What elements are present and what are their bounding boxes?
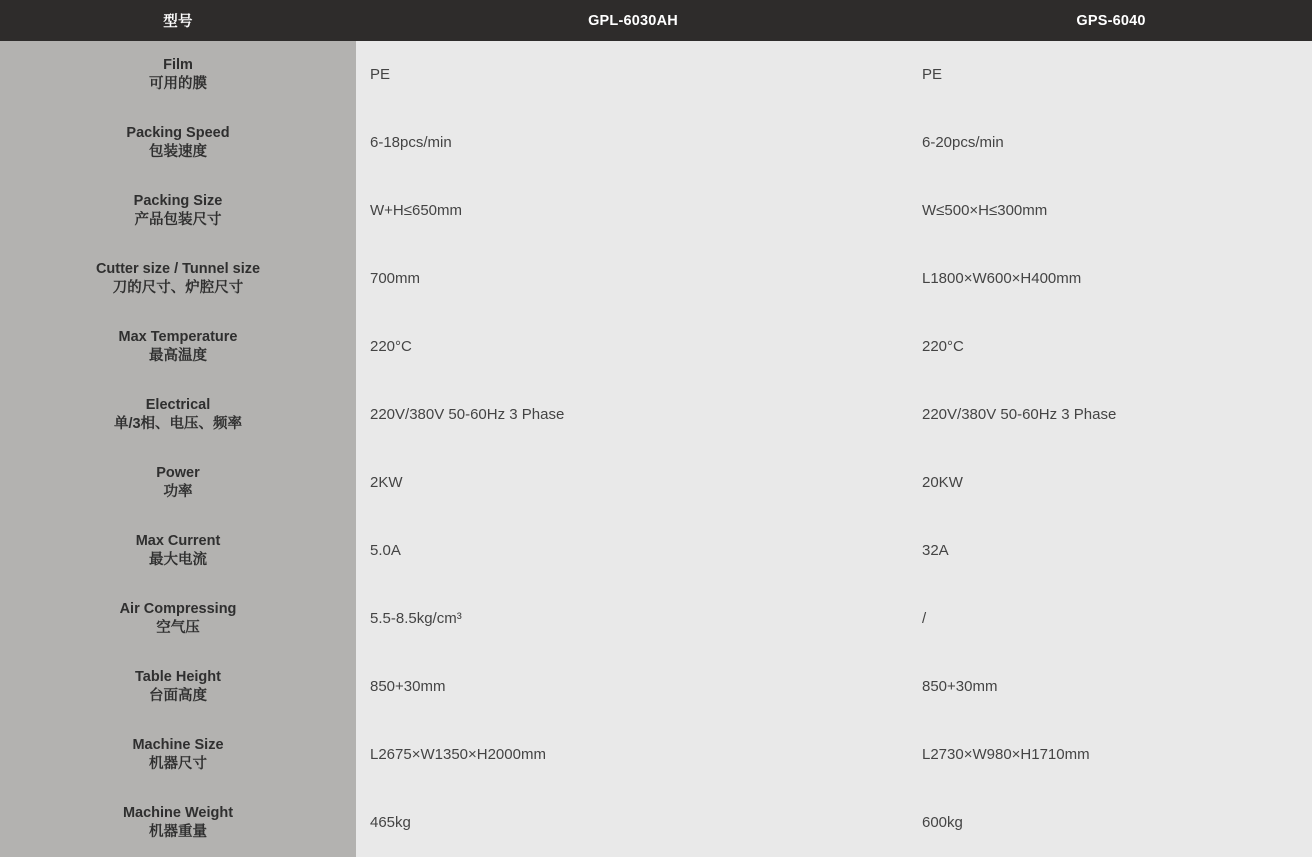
spec-value-model-2: L2730×W980×H1710mm — [910, 721, 1312, 789]
spec-label-cell — [0, 789, 356, 857]
table-row — [0, 381, 1312, 449]
spec-value-model-2: PE — [910, 41, 1312, 109]
table-row — [0, 449, 1312, 517]
spec-label-cell — [0, 449, 356, 517]
spec-label-cn: 机器重量 — [149, 824, 207, 840]
spec-value-model-1: PE — [356, 41, 910, 109]
spec-label-en: Power — [156, 465, 200, 482]
table-row — [0, 585, 1312, 653]
spec-label-cn: 可用的膜 — [149, 76, 207, 92]
table-row — [0, 177, 1312, 245]
spec-label-en: Film — [163, 57, 193, 74]
table-header-row — [0, 0, 1312, 41]
spec-label-cn: 产品包装尺寸 — [134, 212, 222, 228]
spec-label-en: Packing Speed — [126, 125, 230, 142]
spec-value-model-1: 850+30mm — [356, 653, 910, 721]
table-row — [0, 653, 1312, 721]
spec-value-model-2: 220V/380V 50-60Hz 3 Phase — [910, 381, 1312, 449]
spec-label-cell — [0, 381, 356, 449]
spec-label-cn: 最高温度 — [149, 348, 207, 364]
spec-label-cell — [0, 653, 356, 721]
spec-value-model-2: 600kg — [910, 789, 1312, 857]
spec-value-model-2: W≤500×H≤300mm — [910, 177, 1312, 245]
spec-label-cell — [0, 517, 356, 585]
spec-value-model-1: 220V/380V 50-60Hz 3 Phase — [356, 381, 910, 449]
spec-label-cn: 功率 — [163, 484, 193, 500]
spec-label-cn: 台面高度 — [149, 688, 207, 704]
spec-value-model-2: / — [910, 585, 1312, 653]
table-row — [0, 517, 1312, 585]
spec-value-model-2: 20KW — [910, 449, 1312, 517]
spec-value-model-2: 32A — [910, 517, 1312, 585]
spec-label-en: Air Compressing — [119, 601, 237, 618]
column-header-label: 型号 — [0, 0, 356, 41]
spec-label-en: Table Height — [135, 669, 221, 686]
spec-value-model-1: L2675×W1350×H2000mm — [356, 721, 910, 789]
table-body — [0, 41, 1312, 857]
spec-value-model-1: 465kg — [356, 789, 910, 857]
spec-label-en: Machine Size — [132, 737, 224, 754]
spec-label-en: Electrical — [145, 397, 211, 414]
spec-value-model-2: 850+30mm — [910, 653, 1312, 721]
spec-label-en: Machine Weight — [122, 805, 234, 822]
spec-label-cell — [0, 721, 356, 789]
spec-label-cn: 包装速度 — [149, 144, 207, 160]
spec-value-model-1: 700mm — [356, 245, 910, 313]
spec-value-model-1: 5.0A — [356, 517, 910, 585]
spec-label-en: Max Temperature — [118, 329, 238, 346]
table-row — [0, 41, 1312, 109]
spec-value-model-2: 6-20pcs/min — [910, 109, 1312, 177]
spec-value-model-2: 220°C — [910, 313, 1312, 381]
spec-label-en: Packing Size — [133, 193, 223, 210]
spec-label-en: Cutter size / Tunnel size — [95, 261, 261, 278]
spec-value-model-1: 6-18pcs/min — [356, 109, 910, 177]
spec-label-cn: 空气压 — [156, 620, 200, 636]
spec-value-model-1: 220°C — [356, 313, 910, 381]
table-header — [0, 0, 1312, 41]
column-header-model-1: GPL-6030AH — [356, 0, 910, 41]
spec-label-cell — [0, 313, 356, 381]
spec-label-en: Max Current — [135, 533, 221, 550]
table-row — [0, 313, 1312, 381]
spec-value-model-1: W+H≤650mm — [356, 177, 910, 245]
spec-label-cn: 单/3相、电压、频率 — [113, 416, 243, 432]
spec-label-cell — [0, 585, 356, 653]
table-row — [0, 109, 1312, 177]
spec-label-cn: 最大电流 — [149, 552, 207, 568]
table-row — [0, 789, 1312, 857]
column-header-model-2: GPS-6040 — [910, 0, 1312, 41]
spec-label-cell — [0, 109, 356, 177]
spec-label-cell — [0, 177, 356, 245]
table-row — [0, 245, 1312, 313]
spec-label-cell — [0, 245, 356, 313]
spec-label-cell — [0, 41, 356, 109]
spec-value-model-1: 5.5-8.5kg/cm³ — [356, 585, 910, 653]
spec-label-cn: 机器尺寸 — [149, 756, 207, 772]
spec-value-model-2: L1800×W600×H400mm — [910, 245, 1312, 313]
spec-value-model-1: 2KW — [356, 449, 910, 517]
table-row — [0, 721, 1312, 789]
spec-label-cn: 刀的尺寸、炉腔尺寸 — [112, 280, 244, 296]
